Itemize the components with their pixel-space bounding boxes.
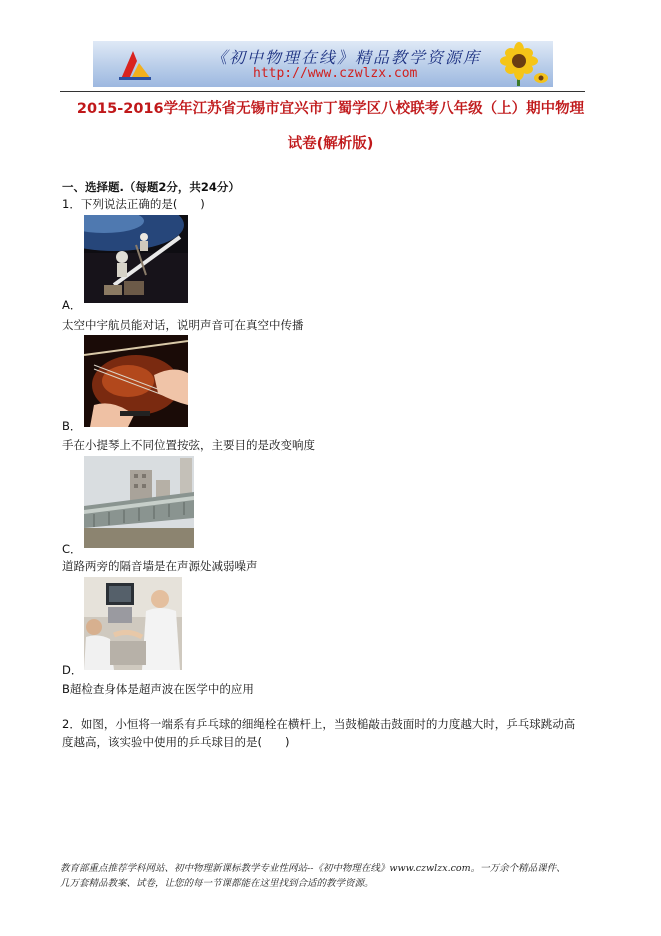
- ultrasound-photo: [84, 577, 182, 670]
- option-b-text: 手在小提琴上不同位置按弦，主要目的是改变响度: [62, 438, 315, 452]
- sunflower-icon: [489, 42, 549, 86]
- site-logo-icon: [117, 47, 153, 81]
- violin-photo: [84, 335, 188, 427]
- option-b-label: B．: [62, 419, 82, 433]
- page-title-continued: 试卷(解析版): [287, 136, 374, 152]
- question-2-stem: 2．如图，小恒将一端系有乒乓球的细绳栓在横杆上，当鼓槌敲击鼓面时的力度越大时，乒乓球跳动高: [62, 717, 576, 731]
- question-2-stem-continued: 度越高，该实验中使用的乒乓球目的是( ): [62, 735, 290, 749]
- banner-url[interactable]: http://www.czwlzx.com: [253, 66, 418, 81]
- footer-line-2: 几万套精品教案、试卷，让您的每一节课都能在这里找到合适的教学资源。: [60, 878, 374, 889]
- footer-line-1: 教育部重点推荐学科网站、初中物理新课标教学专业性网站--《初中物理在线》www.czwlzx.com。一万余个精品课件、: [60, 863, 566, 874]
- astronaut-photo: [84, 215, 188, 303]
- option-c-text: 道路两旁的隔音墙是在声源处减弱噪声: [62, 559, 258, 573]
- page-footer: [60, 861, 620, 891]
- option-d-text: B超检查身体是超声波在医学中的应用: [62, 682, 254, 696]
- option-d-label: D．: [62, 663, 83, 677]
- question-1-stem: 1．下列说法正确的是( ): [62, 197, 205, 211]
- section-heading: 一、选择题.（每题2分，共24分）: [62, 180, 240, 194]
- header-banner: [93, 41, 553, 87]
- option-a-label: A．: [62, 298, 82, 312]
- sound-barrier-photo: [84, 456, 194, 548]
- option-a-text: 太空中宇航员能对话，说明声音可在真空中传播: [62, 318, 304, 332]
- header-divider: [60, 91, 585, 92]
- option-c-label: C．: [62, 542, 82, 556]
- page-title: 2015-2016学年江苏省无锡市宜兴市丁蜀学区八校联考八年级（上）期中物理: [76, 101, 585, 117]
- banner-title: 《初中物理在线》精品教学资源库: [211, 48, 482, 67]
